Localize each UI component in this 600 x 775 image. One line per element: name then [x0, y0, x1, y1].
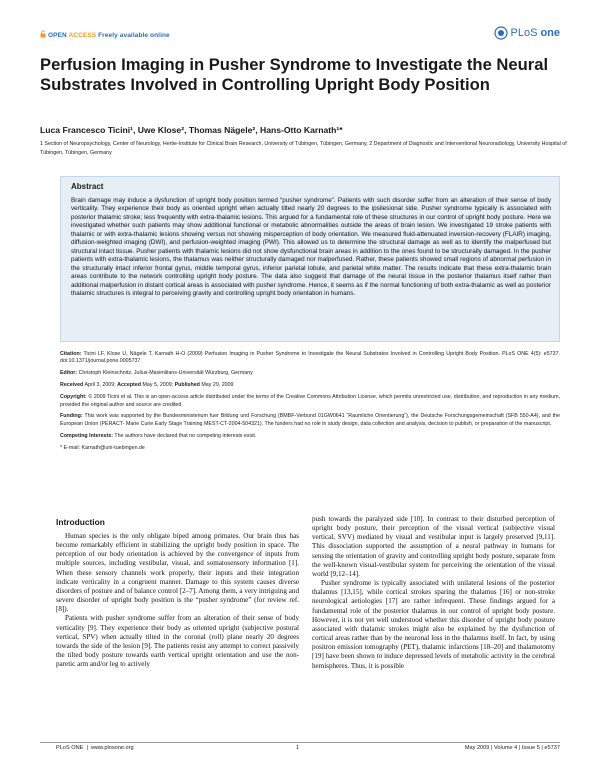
footer-site-link[interactable]: www.plosone.org	[91, 745, 134, 751]
funding-label: Funding:	[60, 413, 83, 420]
article-title: Perfusion Imaging in Pusher Syndrome to Investigate the Neural Substrates Involved in Controlling Upright Body Position	[40, 55, 549, 94]
funding-text: This work was supported by the Bundesministerium fuer Bildung und Forschung (BMBF-Verbund 01GW0641 “Raumliche Orientierung”), the Deutsche Forschungsgemeinschaft (SFB 550-A4), and the European Union (PERACT- Marie Curie Early Stage Training MEST-CT-2004-504321). The funders had no role in study design, data collection and analysis, decision to publish, or preparation of the manuscript.	[60, 413, 560, 427]
page-footer	[40, 742, 560, 752]
plos-one-logo	[494, 26, 560, 40]
competing-interests-label: Competing Interests:	[60, 432, 113, 439]
open-label: OPEN	[48, 32, 67, 39]
article-metadata	[60, 351, 560, 457]
abstract-box	[60, 176, 560, 342]
funding-row	[60, 413, 560, 428]
intro-paragraph: Pusher syndrome is typically associated with unilateral lesions of the posterior thalamus [13,15], while cortical strokes sparing the thalamus [16] or non-stroke neurological aetiologies [17] are rather infrequent. These findings argued for a fundamental role of the posterior thalamus in our control of upright body posture. However, it is not yet well understood whether this disorder of upright body posture associated with thalamic strokes might also be explained by the dysfunction of cortical areas rather than by the neuronal loss in the thalamus itself. In fact, by using positron emission tomography (PET), thalamic infarctions [18–20] and thalamotomy [19] have been shown to induce depressed levels of metabolic activity in the cerebral hemispheres. Thus, it is possible	[312, 579, 555, 670]
plos-logo-text: PLoS	[510, 27, 538, 39]
footer-issue: May 2009 | Volume 4 | Issue 5 | e5737	[464, 745, 560, 751]
editor-row	[60, 370, 560, 377]
abstract-text: Brain damage may induce a dysfunction of upright body position termed “pusher syndrome”. Patients with such disorder suffer from an alteration of their sense of body verticality. They experience their body as oriented upright when actually tilted nearly 20 degrees to the ipsilesional side. Pusher syndrome typically is associated with posterior thalamic stroke; less frequently with extra-thalamic lesions. This argued for a fundamental role of these structures in our control of upright body posture. Here we investigated whether such patients may show additional functional or metabolic abnormalities outside the areas of brain lesion. We investigated 19 stroke patients with thalamic or with extra-thalamic lesions showing versus not showing misperception of body orientation. We measured fluid-attenuated inversion-recovery (FLAIR) imaging, diffusion-weighted imaging (DWI), and perfusion-weighted imaging (PWI). This allowed us to determine the structural damage as well as to identify the malperfused but structural intact tissue. Pusher patients with thalamic lesions did not show dysfunctional brain areas in addition to the ones found to be structurally damaged. In the pusher patients with extra-thalamic lesions, the thalamus was neither structurally damaged nor malperfused. Rather, these patients showed small regions of abnormal perfusion in the structurally intact inferior frontal gyrus, middle temporal gyrus, inferior parietal lobule, and parietal white matter. The results indicate that these extra-thalamic brain areas contribute to the network controlling upright body posture. The data also suggest that damage of the neural tissue in the posterior thalamus itself rather than additional malperfusion in distant cortical areas is associated with pusher syndrome. Hence, it seems as if the normal functioning of both extra-thalamic as well as posterior thalamic structures is integral to perceiving gravity and controlling upright body orientation in humans.	[71, 197, 551, 297]
competing-interests-text: The authors have declared that no competing interests exist.	[114, 432, 257, 439]
accepted-label: Accepted	[117, 382, 141, 389]
freely-available-label: Freely available online	[98, 32, 170, 39]
published-label: Published	[174, 382, 200, 389]
footer-journal: PLoS ONE	[56, 745, 84, 751]
intro-right-column	[312, 515, 555, 671]
editor-text: Christoph Kleinschnitz, Julius-Maximilians-Universität Würzburg, Germany	[78, 370, 253, 377]
page-number: 1	[296, 745, 300, 751]
citation-text: Ticini LF, Klose U, Nägele T, Karnath H-O (2009) Perfusion Imaging in Pusher Syndrome to Investigate the Neural Substrates Involved in Controlling Upright Body Position. PLoS ONE 4(5): e5737. doi:10.1371/journal.pone.0005737	[60, 351, 560, 365]
journal-header	[40, 26, 560, 44]
corresponding-email[interactable]: * E-mail: Karnath@uni-tuebingen.de	[60, 444, 145, 451]
footer-journal-site: PLoS ONE | www.plosone.org	[56, 745, 134, 751]
copyright-label: Copyright:	[60, 394, 87, 401]
one-logo-text: one	[540, 27, 560, 39]
intro-paragraph: Patients with pusher syndrome suffer from an alteration of their sense of body verticality [9]. They experience their body as oriented upright (subjective postural vertical, SPV) when actually tilted in the coronal (roll) plane nearly 20 degrees towards the side of the lesion [9]. The patients resist any attempt to correct passively the tilted body posture towards earth vertical upright orientation and use the non-paretic arm and/or leg to actively	[56, 614, 299, 669]
access-label: ACCESS	[68, 32, 97, 39]
citation-label: Citation:	[60, 351, 82, 357]
introduction-heading: Introduction	[56, 517, 105, 527]
copyright-text: © 2009 Ticini et al. This is an open-access article distributed under the terms of the Creative Commons Attribution License, which permits unrestricted use, distribution, and reproduction in any medium, provided the original author and source are credited.	[60, 394, 560, 408]
received-label: Received	[60, 382, 84, 389]
copyright-row	[60, 394, 560, 409]
open-access-badge	[40, 30, 170, 40]
competing-interests-row	[60, 433, 560, 440]
editor-label: Editor:	[60, 370, 78, 377]
abstract-heading: Abstract	[71, 182, 104, 191]
intro-left-column	[56, 532, 299, 669]
intro-paragraph: push towards the paralyzed side [10]. In contrast to their disturbed perception of upright body posture, their perception of the visual vertical (subjective visual vertical, SVV) mediated by visual and vestibular input is largely preserved [9,11]. This dissociation supported the assumption of a neural pathway in humans for sensing the orientation of gravity and controlling upright body posture, separate from the well-known visual-vestibular system for perceiving the orientation of the visual world [9,12–14].	[312, 515, 555, 578]
intro-paragraph: Human species is the only obligate biped among primates. Our brain thus has become remarkably efficient in stabilizing the upright body position in space. The perception of our body orientation is achieved by the convergence of inputs from multiple sources, including vestibular, visual, and somatosensory information [1]. When these sensory channels work properly, their inputs and their integration indicate verticality in a congruent manner. Damage to this system causes diverse disorders of posture and of balance control [2–7]. Among them, a very intriguing and severe disorder of upright body position is the “pusher syndrome” (for review ref. [8]).	[56, 532, 299, 614]
open-access-lock-icon	[40, 30, 46, 40]
email-row	[60, 445, 560, 452]
affiliations: 1 Section of Neuropsychology, Center of Neurology, Hertie-Institute for Clinical Brain Research, University of Tübingen, Tübingen, Germany, 2 Department of Diagnostic and Interventional Neuroradiology, University Hospital of Tübingen, Tübingen, Germany	[40, 141, 567, 156]
dates-row	[60, 382, 560, 389]
published-date: May 29, 2009	[201, 382, 234, 389]
received-date: April 3, 2009;	[84, 382, 116, 389]
citation-row	[60, 351, 560, 366]
accepted-date: May 5, 2009;	[142, 382, 174, 389]
author-list: Luca Francesco Ticini¹, Uwe Klose², Thomas Nägele², Hans-Otto Karnath¹*	[40, 125, 343, 135]
plos-logo-icon	[494, 26, 508, 40]
